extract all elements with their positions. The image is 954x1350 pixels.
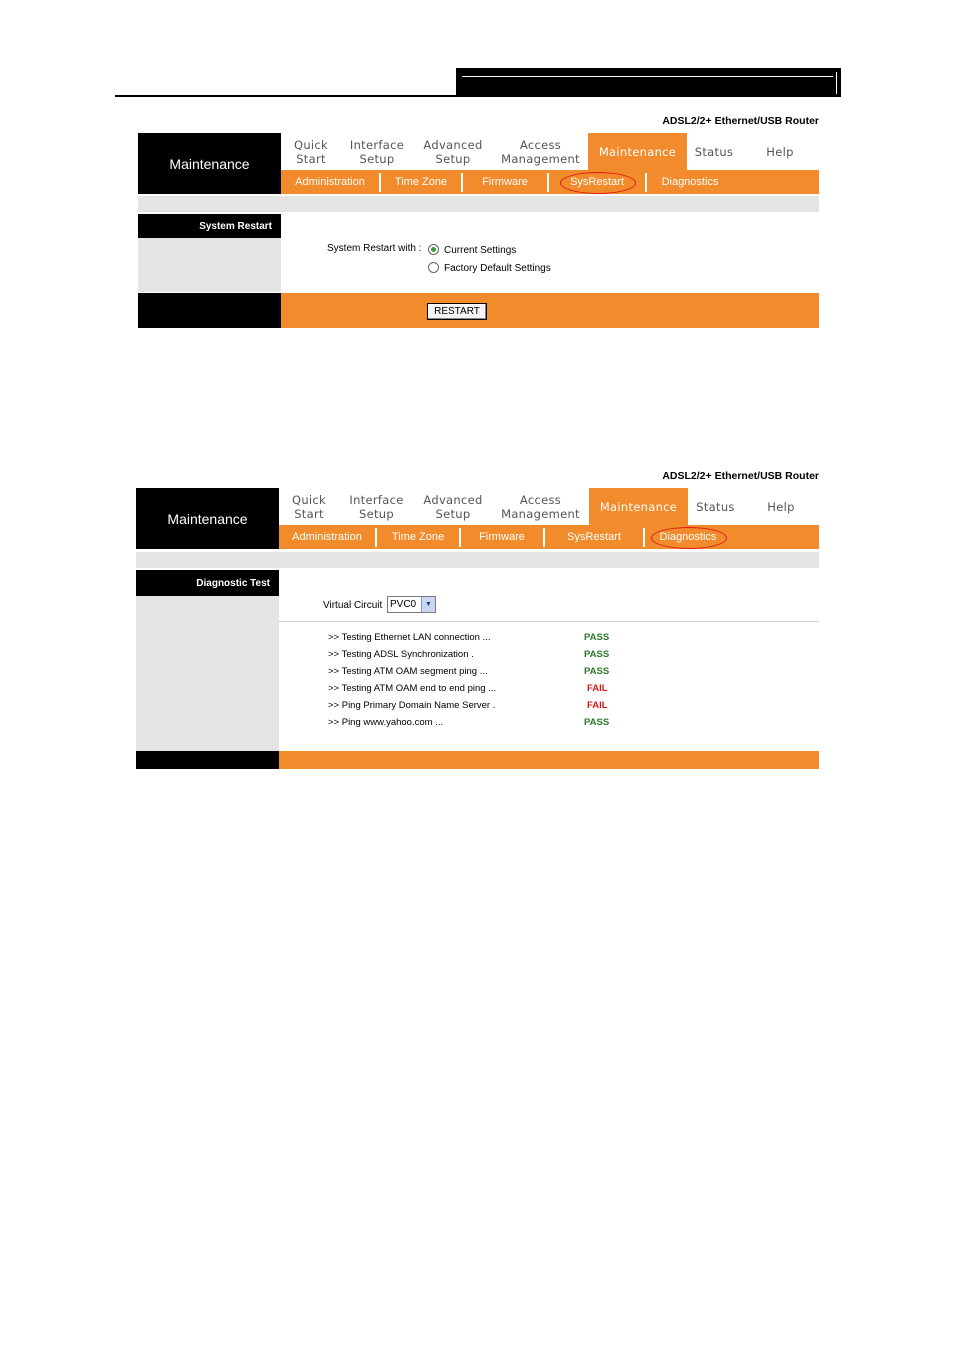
page-header-bar xyxy=(456,68,841,97)
footer-left xyxy=(138,293,281,328)
footer-bar xyxy=(281,293,819,328)
subnav-administration[interactable]: Administration xyxy=(292,531,362,543)
product-name: ADSL2/2+ Ethernet/USB Router xyxy=(662,115,819,127)
restart-with-label: System Restart with : xyxy=(327,243,422,254)
nav-maintenance[interactable]: Maintenance xyxy=(589,488,688,525)
subnav-sysrestart[interactable]: SysRestart xyxy=(549,170,645,194)
nav-quick-start[interactable]: Quick Start xyxy=(293,137,329,166)
page-header-rule xyxy=(115,95,841,97)
nav-quick-start[interactable]: Quick Start xyxy=(291,492,327,521)
footer-bar xyxy=(279,751,819,769)
section-title: Diagnostic Test xyxy=(136,570,279,596)
nav-access-management[interactable]: Access Management xyxy=(501,137,580,166)
sub-nav xyxy=(279,525,819,549)
nav-interface-setup[interactable]: Interface Setup xyxy=(349,137,405,166)
subnav-time-zone[interactable]: Time Zone xyxy=(391,531,445,543)
test-result: PASS xyxy=(584,632,610,643)
radio-current-settings[interactable] xyxy=(428,244,439,255)
test-result: FAIL xyxy=(587,700,608,711)
subnav-time-zone[interactable]: Time Zone xyxy=(394,176,448,188)
nav-help[interactable]: Help xyxy=(766,144,794,159)
chevron-down-icon: ▼ xyxy=(421,597,435,612)
nav-advanced-setup[interactable]: Advanced Setup xyxy=(423,492,483,521)
nav-status[interactable]: Status xyxy=(694,144,734,159)
test-row-label: >> Testing Ethernet LAN connection ... xyxy=(328,632,491,643)
subnav-firmware[interactable]: Firmware xyxy=(482,176,528,188)
top-nav xyxy=(279,488,819,525)
subnav-firmware[interactable]: Firmware xyxy=(479,531,525,543)
spacer-strip xyxy=(138,196,819,212)
option-current-settings: Current Settings xyxy=(444,245,517,256)
test-row-label: >> Testing ATM OAM segment ping ... xyxy=(328,666,488,677)
diagnostics-panel xyxy=(136,469,819,769)
test-result: PASS xyxy=(584,649,610,660)
left-column xyxy=(138,238,281,292)
subnav-administration[interactable]: Administration xyxy=(295,176,365,188)
radio-factory-default[interactable] xyxy=(428,262,439,273)
option-factory-default: Factory Default Settings xyxy=(444,263,551,274)
nav-access-management[interactable]: Access Management xyxy=(501,492,580,521)
test-result: PASS xyxy=(584,666,610,677)
sysrestart-panel xyxy=(138,114,819,328)
footer-left xyxy=(136,751,279,769)
test-result: PASS xyxy=(584,717,610,728)
nav-status[interactable]: Status xyxy=(696,499,735,514)
diagnostic-results xyxy=(328,632,628,742)
section-title: System Restart xyxy=(138,214,281,238)
subnav-diagnostics[interactable]: Diagnostics xyxy=(645,525,731,549)
test-row-label: >> Ping www.yahoo.com ... xyxy=(328,717,444,728)
subnav-diagnostics[interactable]: Diagnostics xyxy=(661,176,719,188)
nav-advanced-setup[interactable]: Advanced Setup xyxy=(423,137,483,166)
top-nav xyxy=(281,133,819,170)
logo-maintenance: Maintenance xyxy=(138,133,281,194)
nav-interface-setup[interactable]: Interface Setup xyxy=(349,492,404,521)
sub-nav xyxy=(281,170,819,194)
virtual-circuit-label: Virtual Circuit xyxy=(323,600,383,611)
logo-maintenance: Maintenance xyxy=(136,488,279,549)
nav-help[interactable]: Help xyxy=(767,499,795,514)
virtual-circuit-select[interactable] xyxy=(387,596,436,613)
test-result: FAIL xyxy=(587,683,608,694)
subnav-sysrestart[interactable]: SysRestart xyxy=(567,531,621,543)
test-row-label: >> Testing ATM OAM end to end ping ... xyxy=(328,683,497,694)
left-column xyxy=(136,596,279,751)
restart-button[interactable]: RESTART xyxy=(427,303,487,320)
divider xyxy=(279,621,819,622)
test-row-label: >> Ping Primary Domain Name Server . xyxy=(328,700,496,711)
test-row-label: >> Testing ADSL Synchronization . xyxy=(328,649,474,660)
product-name: ADSL2/2+ Ethernet/USB Router xyxy=(662,470,819,482)
spacer-strip xyxy=(136,552,819,568)
virtual-circuit-value: PVC0 xyxy=(390,599,417,610)
nav-maintenance[interactable]: Maintenance xyxy=(588,133,687,170)
